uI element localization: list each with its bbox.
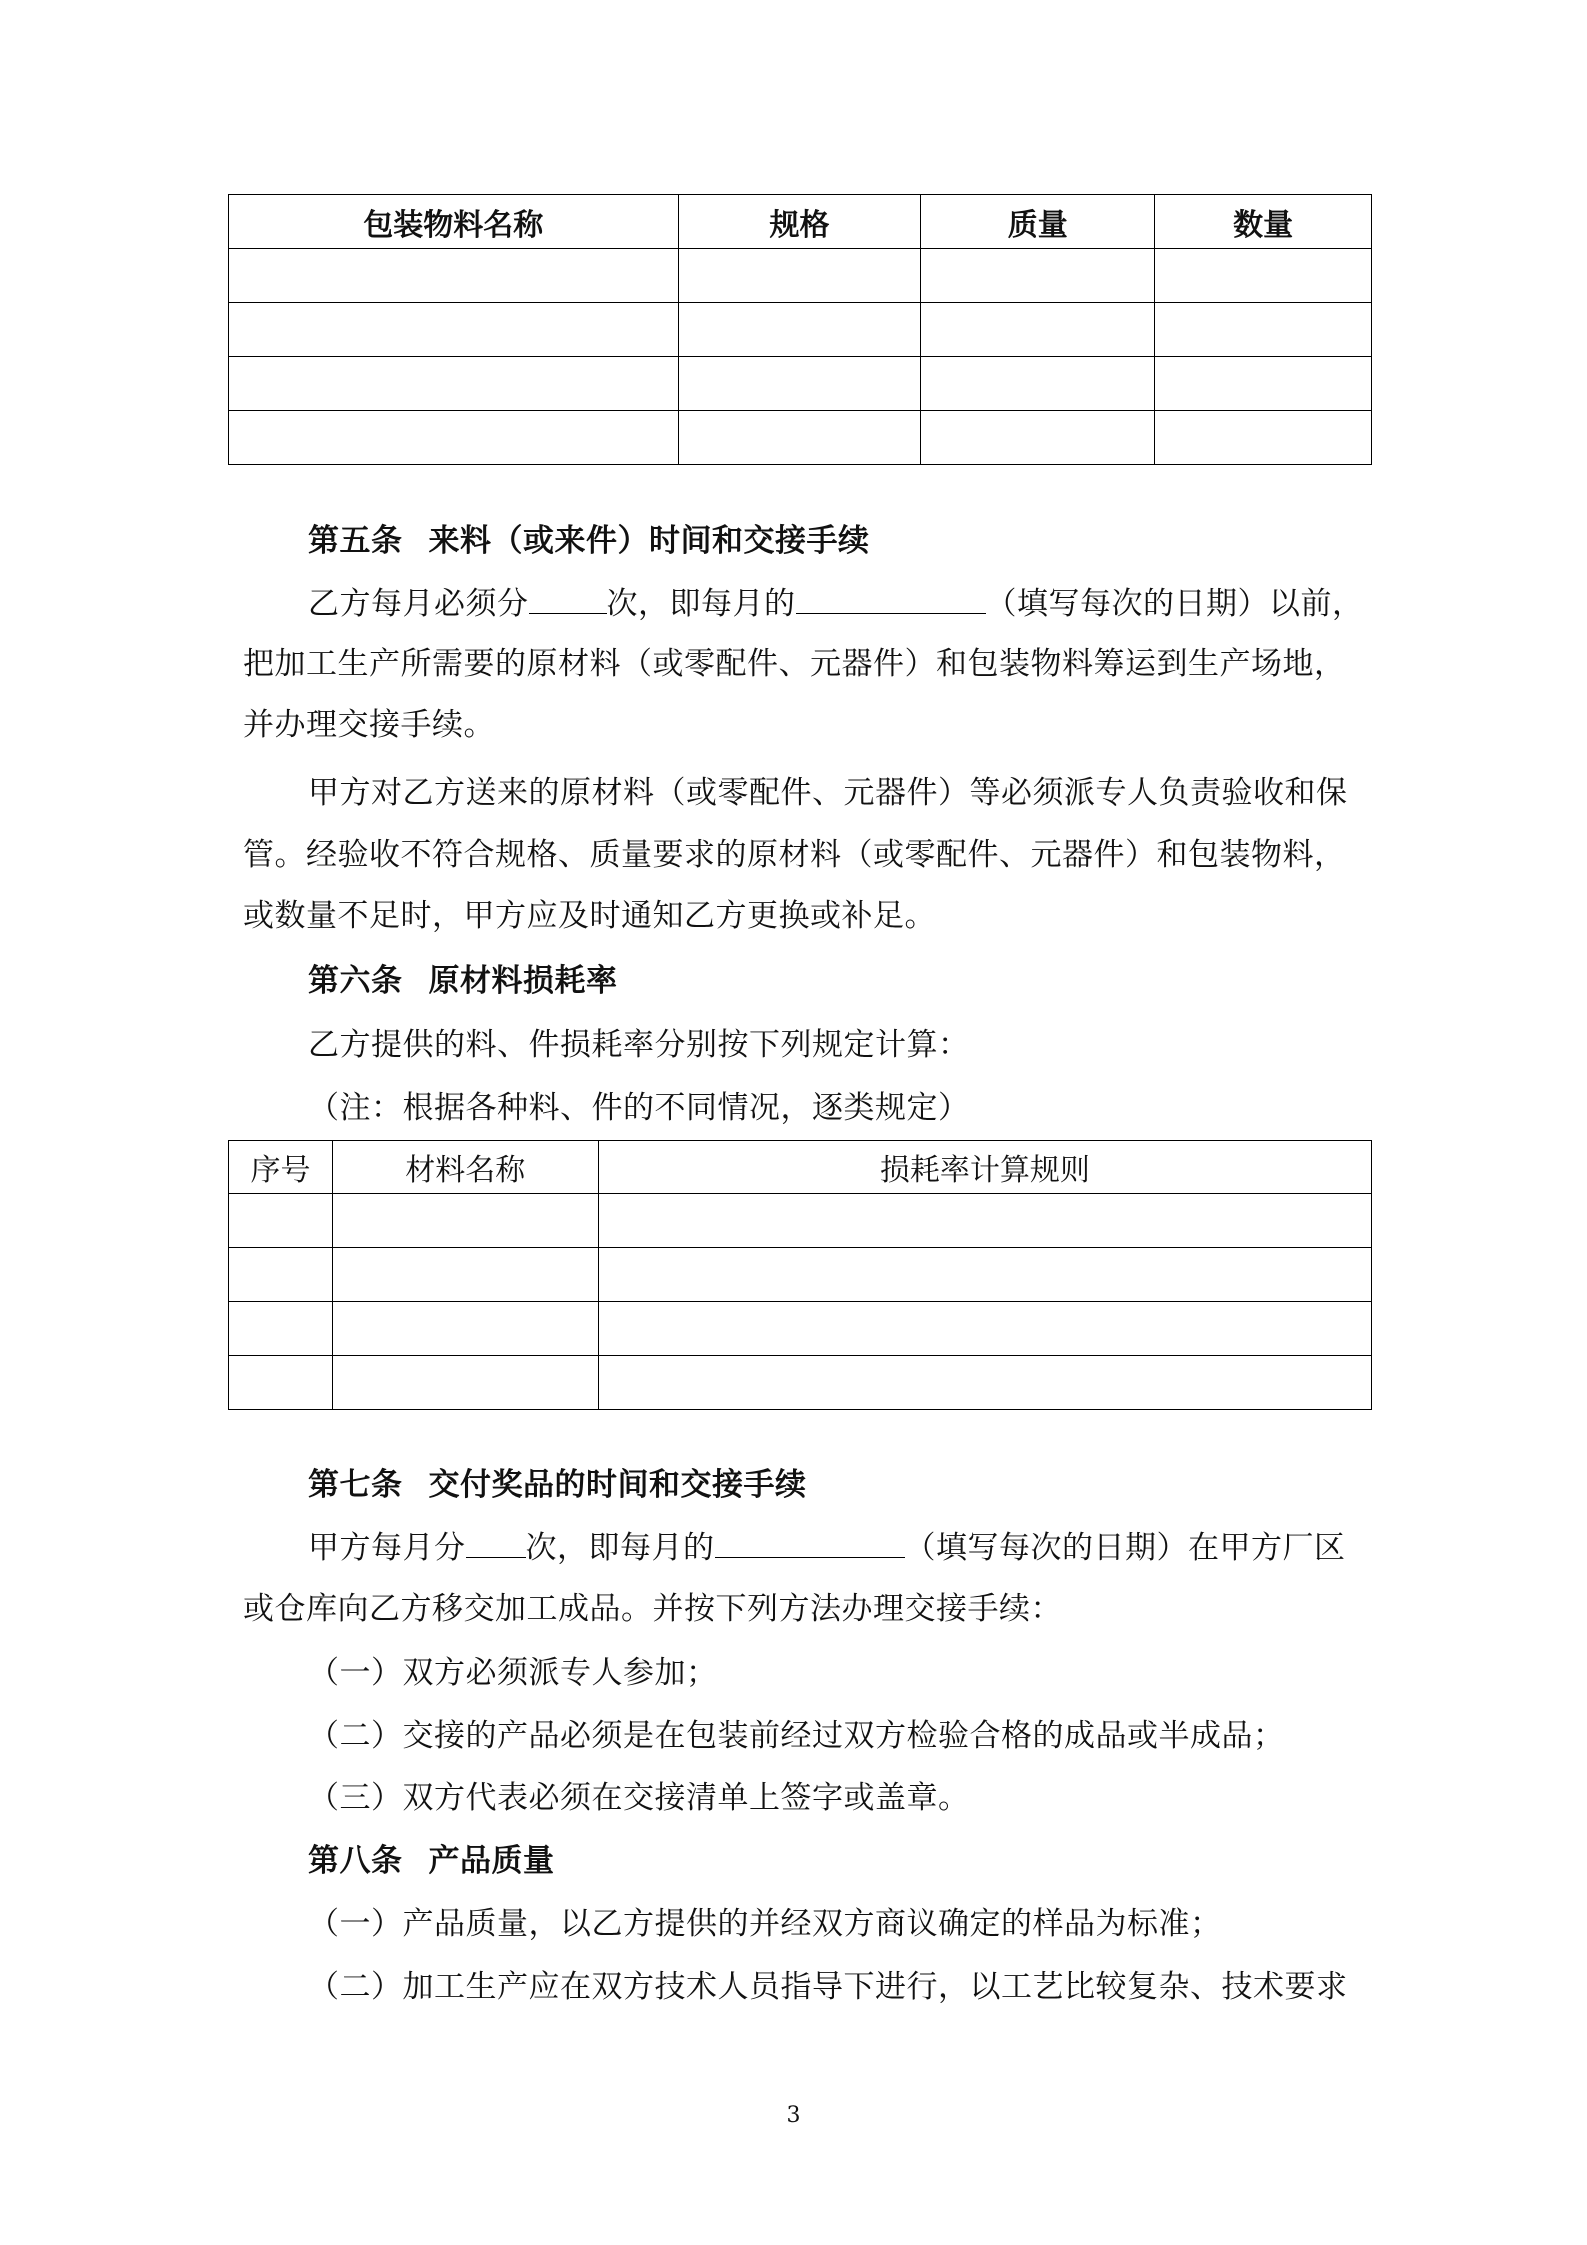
table-cell[interactable]: [598, 1356, 1371, 1410]
table-row: [229, 303, 1372, 357]
table-cell[interactable]: [678, 357, 921, 411]
table-cell[interactable]: [332, 1194, 598, 1248]
table-row: [229, 1356, 1372, 1410]
table-header-row: [229, 1141, 1372, 1194]
table-cell[interactable]: [229, 357, 679, 411]
article7-item3: （三）双方代表必须在交接清单上签字或盖章。: [308, 1780, 970, 1816]
paragraph-text: （填写每次的日期）在甲方厂区: [904, 1530, 1346, 1566]
table-cell[interactable]: [332, 1248, 598, 1302]
table-cell[interactable]: [921, 249, 1155, 303]
header-cell: 规格: [678, 195, 921, 249]
table-cell[interactable]: [229, 1248, 333, 1302]
paragraph-text: 乙方每月必须分: [308, 586, 529, 622]
times-blank[interactable]: [466, 1527, 526, 1558]
article6-note: （注：根据各种料、件的不同情况，逐类规定）: [308, 1090, 970, 1126]
table-cell[interactable]: [1155, 357, 1372, 411]
header-cell: 数量: [1155, 195, 1372, 249]
table-header-row: [229, 195, 1372, 249]
table-row: [229, 1248, 1372, 1302]
article6-heading: [308, 961, 618, 1001]
page-number: 3: [786, 2103, 801, 2128]
table-row: [229, 1194, 1372, 1248]
table-cell[interactable]: [1155, 411, 1372, 465]
article8-item1: （一）产品质量，以乙方提供的并经双方商议确定的样品为标准；: [308, 1906, 1222, 1942]
article7-heading: [308, 1465, 807, 1505]
article-number: 第八条: [308, 1843, 403, 1879]
article7-paragraph1-line2: 或仓库向乙方移交加工成品。并按下列方法办理交接手续：: [243, 1591, 1062, 1627]
table-cell[interactable]: [678, 303, 921, 357]
header-cell: 质量: [921, 195, 1155, 249]
article7-item2: （二）交接的产品必须是在包装前经过双方检验合格的成品或半成品；: [308, 1718, 1285, 1754]
table-cell[interactable]: [598, 1194, 1371, 1248]
table-cell[interactable]: [1155, 303, 1372, 357]
header-cell: 材料名称: [332, 1141, 598, 1194]
article-title: 来料（或来件）时间和交接手续: [428, 523, 870, 559]
header-cell: 包装物料名称: [229, 195, 679, 249]
paragraph-text: 次，即每月的: [525, 1530, 715, 1566]
date-blank[interactable]: [796, 583, 986, 614]
article5-paragraph2-line2: 管。经验收不符合规格、质量要求的原材料（或零配件、元器件）和包装物料，: [243, 837, 1346, 873]
article-title: 交付奖品的时间和交接手续: [428, 1467, 807, 1503]
table-cell[interactable]: [229, 1302, 333, 1356]
table-row: [229, 249, 1372, 303]
header-cell: 序号: [229, 1141, 333, 1194]
table-cell[interactable]: [229, 411, 679, 465]
table-cell[interactable]: [1155, 249, 1372, 303]
article5-paragraph2-line3: 或数量不足时，甲方应及时通知乙方更换或补足。: [243, 898, 936, 934]
table-cell[interactable]: [921, 411, 1155, 465]
article5-paragraph1-line2: 把加工生产所需要的原材料（或零配件、元器件）和包装物料筹运到生产场地，: [243, 646, 1346, 682]
table-cell[interactable]: [921, 303, 1155, 357]
table-cell[interactable]: [678, 249, 921, 303]
table-row: [229, 411, 1372, 465]
article-number: 第五条: [308, 523, 403, 559]
article8-heading: [308, 1841, 555, 1881]
times-blank[interactable]: [529, 583, 607, 614]
table-cell[interactable]: [598, 1248, 1371, 1302]
table-row: [229, 1302, 1372, 1356]
article5-paragraph1-line1: [308, 583, 1364, 624]
table-cell[interactable]: [332, 1302, 598, 1356]
paragraph-text: （填写每次的日期）以前，: [985, 586, 1364, 622]
paragraph-text: 甲方每月分: [308, 1530, 466, 1566]
article5-paragraph2-line1: 甲方对乙方送来的原材料（或零配件、元器件）等必须派专人负责验收和保: [308, 775, 1348, 811]
table-cell[interactable]: [332, 1356, 598, 1410]
table-row: [229, 357, 1372, 411]
article-title: 产品质量: [428, 1843, 555, 1879]
paragraph-text: 次，即每月的: [606, 586, 796, 622]
table-cell[interactable]: [598, 1302, 1371, 1356]
date-blank[interactable]: [715, 1527, 905, 1558]
table-cell[interactable]: [229, 303, 679, 357]
table-cell[interactable]: [229, 249, 679, 303]
table-cell[interactable]: [921, 357, 1155, 411]
table-cell[interactable]: [678, 411, 921, 465]
header-cell: 损耗率计算规则: [598, 1141, 1371, 1194]
article8-item2: （二）加工生产应在双方技术人员指导下进行，以工艺比较复杂、技术要求: [308, 1969, 1348, 2005]
loss-rate-table: [228, 1140, 1372, 1410]
article5-paragraph1-line3: 并办理交接手续。: [243, 707, 495, 743]
packaging-materials-table: [228, 194, 1372, 465]
table-cell[interactable]: [229, 1356, 333, 1410]
article-number: 第七条: [308, 1467, 403, 1503]
table-cell[interactable]: [229, 1194, 333, 1248]
article7-item1: （一）双方必须派专人参加；: [308, 1655, 718, 1691]
article7-paragraph1-line1: [308, 1527, 1346, 1568]
article6-paragraph1: 乙方提供的料、件损耗率分别按下列规定计算：: [308, 1027, 970, 1063]
article5-heading: [308, 521, 870, 561]
article-title: 原材料损耗率: [428, 963, 618, 999]
article-number: 第六条: [308, 963, 403, 999]
